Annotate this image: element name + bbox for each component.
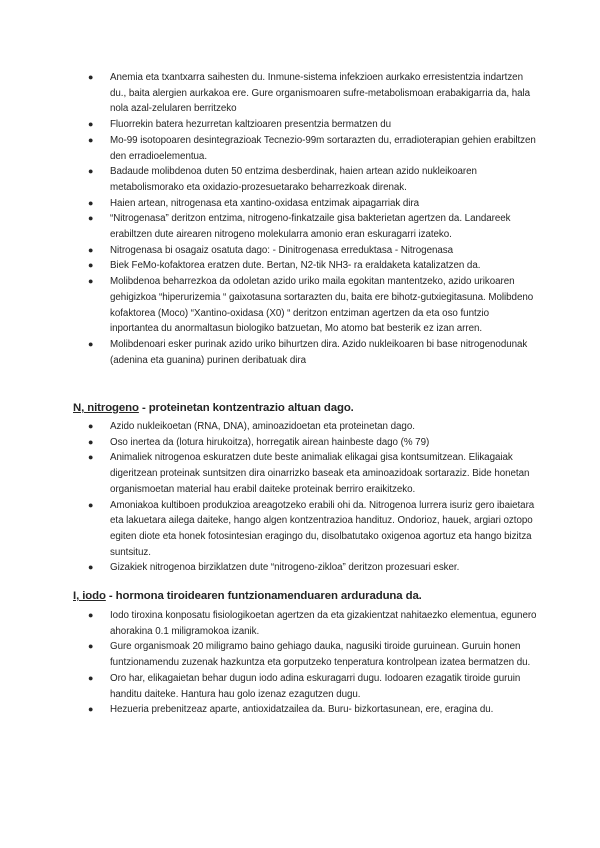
section-heading-iodine-text: - hormona tiroidearen funtzionamenduaren arduraduna da. bbox=[105, 590, 422, 602]
list-item: ● Anemia eta txantxarra saihesten du. Inmune-sistema infekzioen aurkako erresistentzia indartzen du., baita alergien aurkakoa ere. Gure organismoaren sufre-metabolismoan erabakigarria da, hala nola azal-zelularen berritzeko bbox=[88, 72, 531, 115]
list-item: ● Molibdenoa beharrezkoa da odoletan azido uriko maila egokitan mantentzeko, azido urikoaren gehigizkoa “hiperurizemia “ gaixotasuna sortarazten du, baita ere bihotz-gutxiegitasuna. Molibdeno kofaktorea (Moco) “Xantino-oxidasa (X0) “ deritzon entziman agertzen da eta oso funtzio inportantea du anormaltasun biologiko batzuetan, Mo atomo bat besterik ez izan arren. bbox=[88, 276, 534, 335]
bullet-icon: ● bbox=[88, 134, 94, 145]
list-item: ● Nitrogenasa bi osagaiz osatuta dago: - Dinitrogenasa erreduktasa - Nitrogenasa bbox=[0, 243, 600, 259]
list-item: ● Azido nukleikoetan (RNA, DNA), aminoazidoetan eta proteinetan dago. bbox=[0, 419, 600, 435]
list-item: ● Oro har, elikagaietan behar dugun iodo adina eskuragarri dugu. Iodoaren ezagatik tiroide guruin handitu daiteke. Hantura hau golo izenaz ezagutzen dugu. bbox=[88, 672, 521, 700]
bullet-icon: ● bbox=[88, 72, 94, 82]
list-item: ● Biek FeMo-kofaktorea eratzen dute. Bertan, N2-tik NH3- ra eraldaketa katalizatzen da. bbox=[0, 258, 600, 274]
section-heading-iodine-link[interactable]: I, iodo bbox=[73, 590, 106, 602]
list-item: ● Fluorrekin batera hezurretan kaltzioaren presentzia bermatzen du bbox=[0, 117, 600, 133]
bullet-icon: ● bbox=[88, 213, 94, 224]
bullet-icon: ● bbox=[88, 452, 94, 463]
bullet-icon: ● bbox=[88, 421, 94, 431]
list-item: ● Animaliek nitrogenoa eskuratzen dute beste animaliak elikagai gisa kontsumitzean. Elikagaiak digeritzean proteinak suntsitzen dira oinarrizko baseak eta aminoazidoak sortaraziz. Bide honetan organismoetan material hau erabil daiteke proteinak berriro eraikitzeko. bbox=[88, 452, 530, 495]
list-item: ● Gure organismoak 20 miligramo baino gehiago dauka, nagusiki tiroide guruinean. Guruin honen funtzionamendu zuzenak hazkuntza eta gorputzeko tenperatura kontrolpean izatea bermatzen du. bbox=[88, 641, 531, 669]
list-item: ● Gizakiek nitrogenoa birziklatzen dute “nitrogeno-zikloa” deritzon prozesuari esker. bbox=[0, 560, 600, 576]
section-heading-nitrogen-text: - proteinetan kontzentrazio altuan dago. bbox=[138, 402, 354, 414]
bullet-icon: ● bbox=[88, 610, 94, 620]
section-heading-iodine bbox=[73, 590, 422, 602]
list-item: ● Haien artean, nitrogenasa eta xantino-oxidasa entzimak aipagarriak dira bbox=[0, 196, 600, 212]
list-item: ● Oso inertea da (lotura hirukoitza), horregatik airean hainbeste dago (% 79) bbox=[0, 435, 600, 451]
list-item: ● Hezueria prebenitzeaz aparte, antioxidatzailea da. Buru- bizkortasunean, ere, eragina du. bbox=[0, 702, 600, 718]
list-item: ● Amoniakoa kultiboen produkzioa areagotzeko erabili ohi da. Nitrogenoa lurrera isuriz gero ibaietara eta lakuetara ailega daiteke, hango algen kontzentrazioa handituz. Ondorioz, hauek, argiari oztopo egiten diote eta honek fotosintesian eragingo du, disolbatutako oxigenoa agortuz eta hango bizitza suntsituz. bbox=[88, 499, 535, 558]
section-heading-nitrogen-link[interactable]: N, nitrogeno bbox=[73, 402, 139, 414]
list-item: ● “Nitrogenasa” deritzon entzima, nitrogeno-finkatzaile gisa bakterietan agertzen da. Landareek erabiltzen dute airearen nitrogeno molekularra amonio eran eskuragarri izateko. bbox=[88, 213, 511, 241]
bullet-icon: ● bbox=[88, 641, 94, 652]
bullet-icon: ● bbox=[88, 197, 94, 208]
section-heading-nitrogen bbox=[73, 402, 354, 414]
bullet-list-nitrogen bbox=[0, 419, 600, 576]
bullet-icon: ● bbox=[88, 562, 94, 573]
bullet-icon: ● bbox=[88, 338, 94, 349]
bullet-icon: ● bbox=[88, 119, 94, 130]
bullet-icon: ● bbox=[88, 276, 94, 287]
bullet-list-iodine bbox=[0, 608, 600, 718]
bullet-icon: ● bbox=[88, 436, 94, 447]
bullet-icon: ● bbox=[88, 244, 94, 255]
bullet-icon: ● bbox=[88, 672, 94, 683]
bullet-icon: ● bbox=[88, 166, 94, 177]
bullet-icon: ● bbox=[88, 499, 94, 510]
list-item: ● Badaude molibdenoa duten 50 entzima desberdinak, haien artean azido nukleikoaren metabolismorako eta oxidazio-prozesuetarako beharrezkoak direnak. bbox=[88, 166, 477, 193]
bullet-list-molybdenum bbox=[0, 70, 600, 368]
list-item: ● Mo-99 isotopoaren desintegrazioak Tecnezio-99m sortarazten du, erradioterapian gehien erabiltzen den erradioelementua. bbox=[88, 134, 536, 162]
bullet-icon: ● bbox=[88, 260, 94, 271]
list-item: ● Molibdenoari esker purinak azido uriko bihurtzen dira. Azido nukleikoaren bi base nitrogenodunak (adenina eta guanina) purinen deribatuak dira bbox=[88, 338, 528, 366]
list-item: ● Iodo tiroxina konposatu fisiologikoetan agertzen da eta gizakientzat nahitaezko elementua, egunero ahorakina 0.1 miligramokoa izanik. bbox=[88, 610, 537, 637]
bullet-icon: ● bbox=[88, 704, 94, 715]
